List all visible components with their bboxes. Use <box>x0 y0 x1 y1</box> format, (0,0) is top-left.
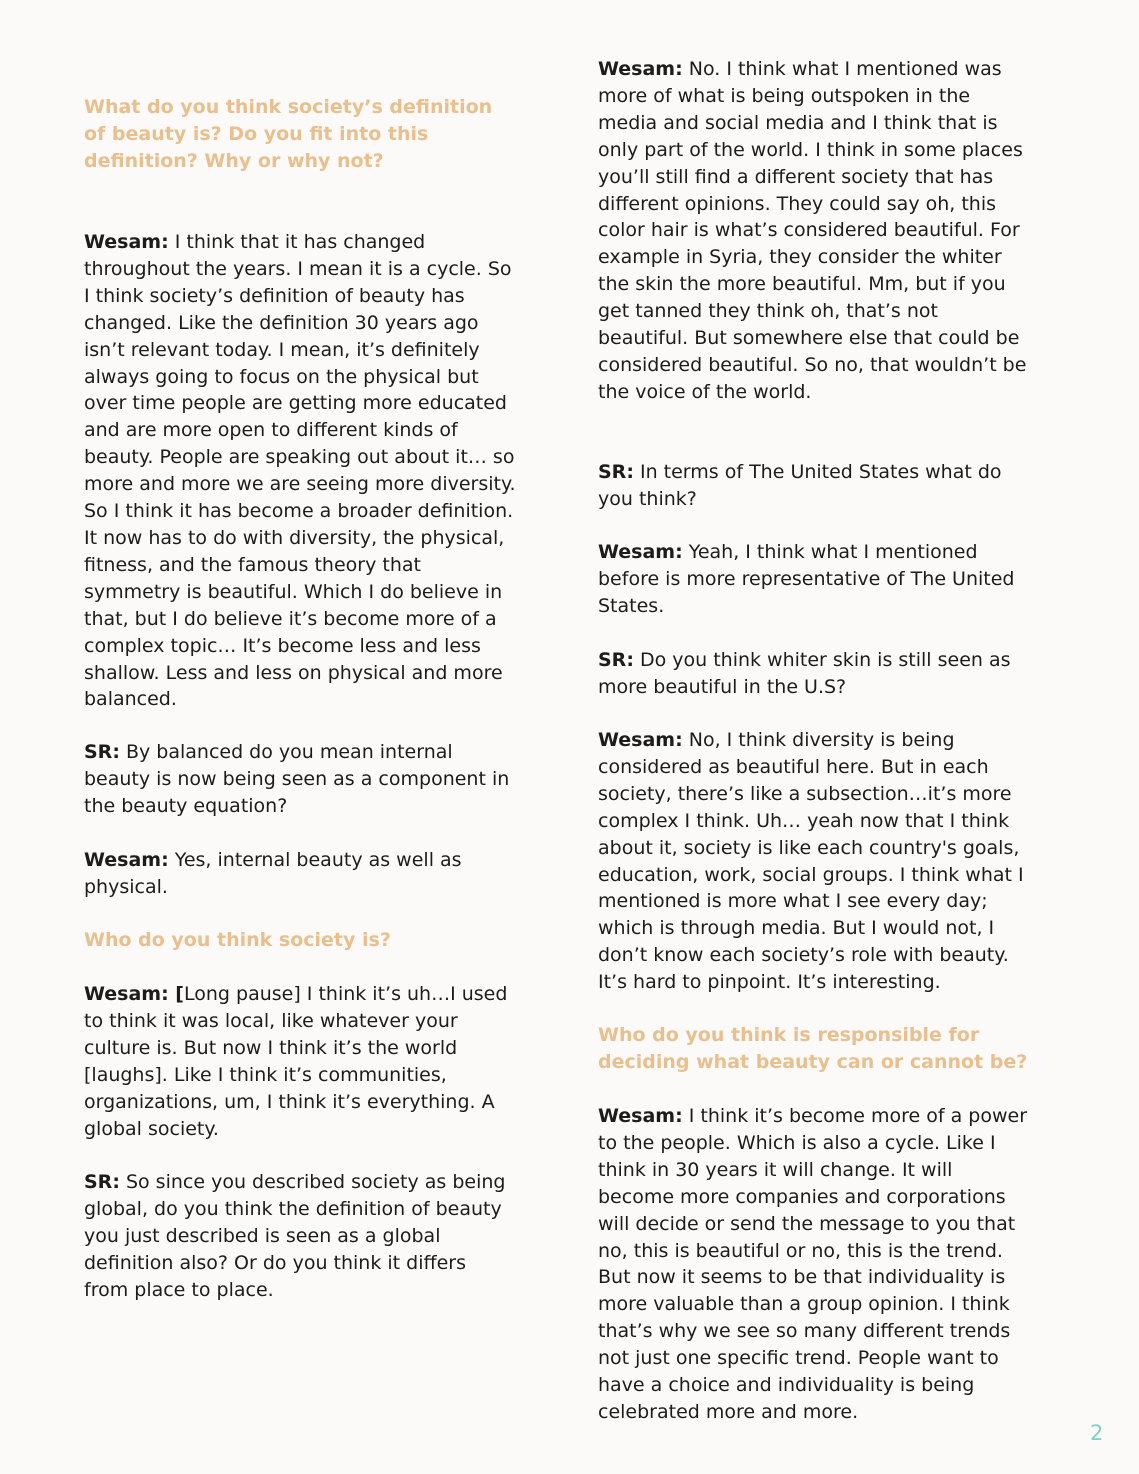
speaker-label: SR: <box>598 649 634 671</box>
answer-text: No. I think what I mentioned was more of what is being outspoken in the media and social media and I think that is only part of the world. I think in some places you’ll still find a different society that has different opinions. They could say oh, this color hair is what’s considered beautiful. For example in Syria, they consider the whiter the skin the more beautiful. Mm, but if you get tanned they think oh, that’s not beautiful. But somewhere else that could be considered beautiful. So no, that wouldn’t be the voice of the world. <box>598 58 1027 403</box>
question-who-decides-beauty: Who do you think is responsible for deciding what beauty can or cannot be? <box>598 1024 1028 1073</box>
answer-sr-3 <box>598 459 1030 513</box>
answer-wesam-2 <box>84 847 516 901</box>
answer-text: No, I think diversity is being considered as beautiful here. But in each society, there’s like a subsection…it’s more complex I think. Uh… yeah now that I think about it, society is like each country's goals, education, work, social groups. I think what I mentioned is more what I see every day; which is through media. But I would not, I don’t know each society’s role with beauty. It’s hard to pinpoint. It’s interesting. <box>598 729 1024 994</box>
answer-text: I think that it has changed throughout the years. I mean it is a cycle. So I think society’s definition of beauty has changed. Like the definition 30 years ago isn’t relevant today. I mean, it’s definitely always going to focus on the physical but over time people are getting more educated and are more open to different kinds of beauty. People are speaking out about it… so more and more we are seeing more diversity. So I think it has become a broader definition. It now has to do with diversity, the physical, fitness, and the famous theory that symmetry is beautiful. Which I do believe in that, but I do believe it’s become more of a complex topic… It’s become less and less shallow. Less and less on physical and more balanced. <box>84 231 516 711</box>
answer-text: I think it’s become more of a power to the people. Which is also a cycle. Like I think in 30 years it will change. It will become more companies and corporations will decide or send the message to you that no, this is beautiful or no, this is the trend. But now it seems to be that individuality is more valuable than a group opinion. I think that’s why we see so many different trends not just one specific trend. People want to have a choice and individuality is being celebrated more and more. <box>598 1105 1028 1423</box>
speaker-label: Wesam: <box>84 231 169 253</box>
speaker-label: Wesam: [ <box>84 983 184 1005</box>
answer-text: Long pause] I think it’s uh…I used to think it was local, like whatever your culture is. But now I think it’s the world [laughs]. Like I think it’s communities, organizations, um, I think it’s everything. A global society. <box>84 983 508 1140</box>
page-number: 2 <box>1090 1421 1104 1445</box>
answer-wesam-7 <box>598 1103 1030 1426</box>
question-society-definition: What do you think society’s definition of beauty is? Do you fit into this definition? Why or why not? <box>84 96 493 172</box>
answer-text: By balanced do you mean internal beauty is now being seen as a component in the beauty equation? <box>84 741 510 817</box>
speaker-label: SR: <box>598 461 634 483</box>
answer-wesam-6 <box>598 727 1030 996</box>
answer-wesam-1 <box>84 229 516 713</box>
answer-wesam-5 <box>598 539 1030 620</box>
speaker-label: SR: <box>84 741 120 763</box>
speaker-label: Wesam: <box>598 1105 683 1127</box>
answer-sr-2 <box>84 1169 516 1304</box>
answer-text: Yes, internal beauty as well as physical. <box>84 849 462 898</box>
answer-text: Yeah, I think what I mentioned before is more representative of The United States. <box>598 541 1015 617</box>
speaker-label: Wesam: <box>598 58 683 80</box>
answer-sr-1 <box>84 739 516 820</box>
answer-text: Do you think whiter skin is still seen as more beautiful in the U.S? <box>598 649 1011 698</box>
answer-sr-4 <box>598 647 1030 701</box>
answer-wesam-3 <box>84 981 516 1142</box>
answer-text: In terms of The United States what do you think? <box>598 461 1002 510</box>
question-who-is-society: Who do you think society is? <box>84 929 391 951</box>
speaker-label: Wesam: <box>598 541 683 563</box>
answer-text: So since you described society as being global, do you think the definition of beauty you just described is seen as a global definition also? Or do you think it differs from place to place. <box>84 1171 506 1301</box>
speaker-label: Wesam: <box>84 849 169 871</box>
answer-wesam-4 <box>598 56 1030 406</box>
speaker-label: SR: <box>84 1171 120 1193</box>
speaker-label: Wesam: <box>598 729 683 751</box>
